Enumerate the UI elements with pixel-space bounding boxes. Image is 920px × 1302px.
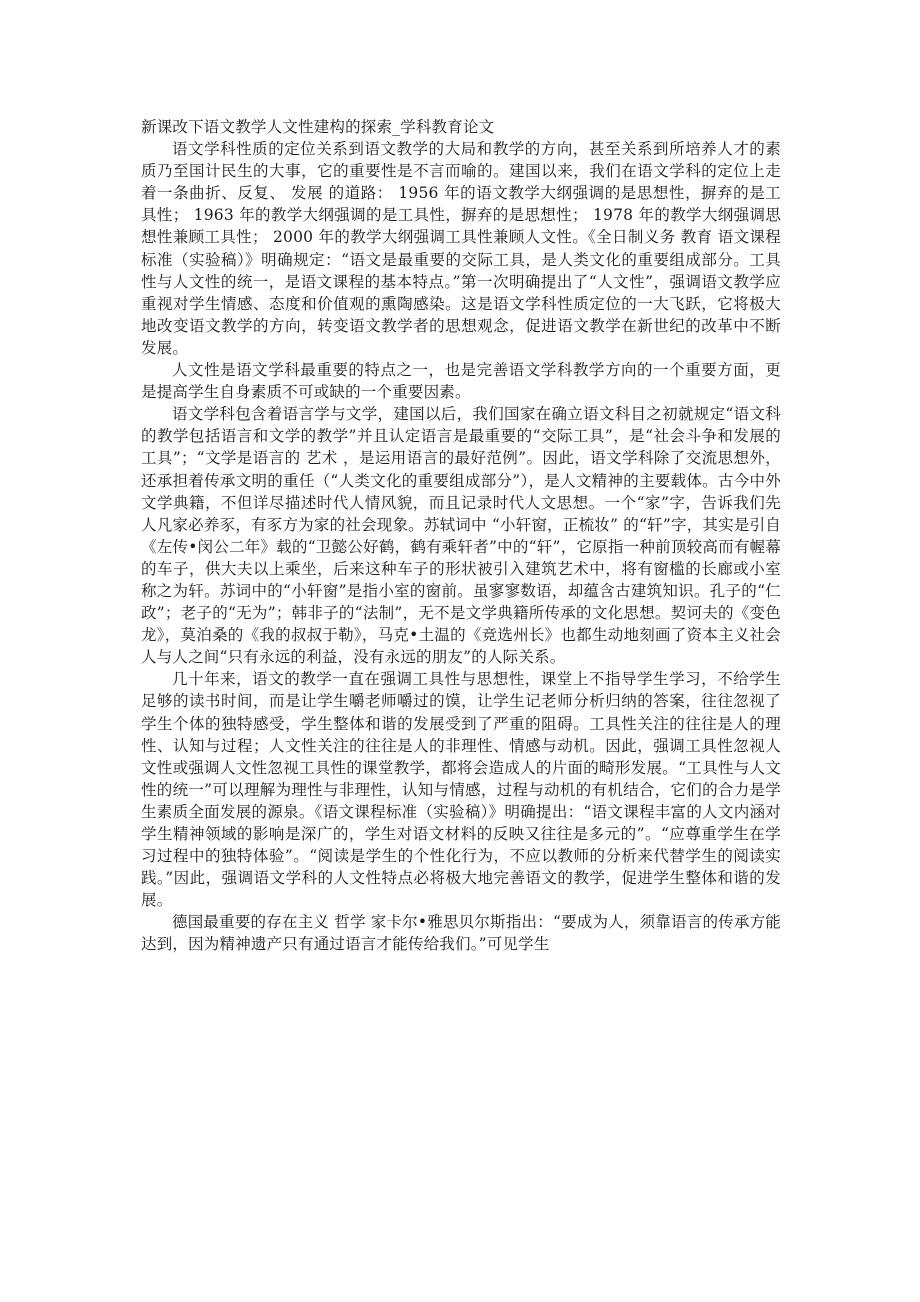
paragraph-1: 语文学科性质的定位关系到语文教学的大局和教学的方向，甚至关系到所培养人才的素质乃至国计民生的大事，它的重要性是不言而喻的。建国以来，我们在语文学科的定位上走着一条曲折、反复、 发展 的道路： 1956 年的语文教学大纲强调的是思想性，摒弃的是工具性； 1963 年的教学大纲强调的是工具性，摒弃的是思想性； 1978 年的教学大纲强调思想性兼顾工具性； 2000 年的教学大纲强调工具性兼顾人文性。《全日制义务 教育 语文课程标准（实验稿）》明确规定：“语文是最重要的交际工具，是人类文化的重要组成部分。工具性与人文性的统一，是语文课程的基本特点。”第一次明确提出了“人文性”，强调语文教学应重视对学生情感、态度和价值观的熏陶感染。这是语文学科性质定位的一大飞跃，它将极大地改变语文教学的方向，转变语文教学者的思想观念，促进语文教学在新世纪的改革中不断发展。: [141, 140, 781, 357]
document-page: [141, 116, 781, 956]
paragraph-5: 德国最重要的存在主义 哲学 家卡尔•雅思贝尔斯指出：“要成为人，须靠语言的传承方能达到，因为精神遗产只有通过语言才能传给我们。”可见学生: [141, 913, 781, 954]
document-title: 新课改下语文教学人文性建构的探索_学科教育论文: [141, 118, 495, 136]
paragraph-2: 人文性是语文学科最重要的特点之一，也是完善语文学科教学方向的一个重要方面，更是提高学生自身素质不可或缺的一个重要因素。: [141, 361, 781, 402]
paragraph-3: 语文学科包含着语言学与文学，建国以后，我们国家在确立语文科目之初就规定“语文科的教学包括语言和文学的教学”并且认定语言是最重要的“交际工具”，是“社会斗争和发展的工具”；“文学是语言的 艺术 ，是运用语言的最好范例”。因此，语文学科除了交流思想外，还承担着传承文明的重任（“人类文化的重要组成部分”），是人文精神的主要载体。古今中外文学典籍，不但详尽描述时代人情风貌，而且记录时代人文思想。一个“家”字，告诉我们先人凡家必养豕，有豕方为家的社会现象。苏轼词中 “小轩窗，正梳妆” 的“轩”字，其实是引自《左传•闵公二年》载的“卫懿公好鹤，鹤有乘轩者”中的“轩”，它原指一种前顶较高而有幄幕的车子，供大夫以上乘坐，后来这种车子的形状被引入建筑艺术中，将有窗槛的长廊或小室称之为轩。苏词中的“小轩窗”是指小室的窗前。虽寥寥数语，却蕴含古建筑知识。孔子的“仁政”；老子的“无为”；韩非子的“法制”，无不是文学典籍所传承的文化思想。契诃夫的《变色龙》，莫泊桑的《我的叔叔于勒》，马克•土温的《竞选州长》也都生动地刻画了资本主义社会人与人之间“只有永远的利益，没有永远的朋友”的人际关系。: [141, 405, 781, 667]
paragraph-4: 几十年来，语文的教学一直在强调工具性与思想性，课堂上不指导学生学习，不给学生足够的读书时间，而是让学生嚼老师嚼过的馍，让学生记老师分析归纳的答案，往往忽视了学生个体的独特感受，学生整体和谐的发展受到了严重的阻碍。工具性关注的往往是人的理性、认知与过程；人文性关注的往往是人的非理性、情感与动机。因此，强调工具性忽视人文性或强调人文性忽视工具性的课堂教学，都将会造成人的片面的畸形发展。“工具性与人文性的统一”可以理解为理性与非理性，认知与情感，过程与动机的有机结合，它们的合力是学生素质全面发展的源泉。《语文课程标准（实验稿）》明确提出：“语文课程丰富的人文内涵对学生精神领域的影响是深广的，学生对语文材料的反映又往往是多元的”。“应尊重学生在学习过程中的独特体验”。“阅读是学生的个性化行为，不应以教师的分析来代替学生的阅读实践。”因此，强调语文学科的人文性特点必将极大地完善语文的教学，促进学生整体和谐的发展。: [141, 670, 781, 910]
